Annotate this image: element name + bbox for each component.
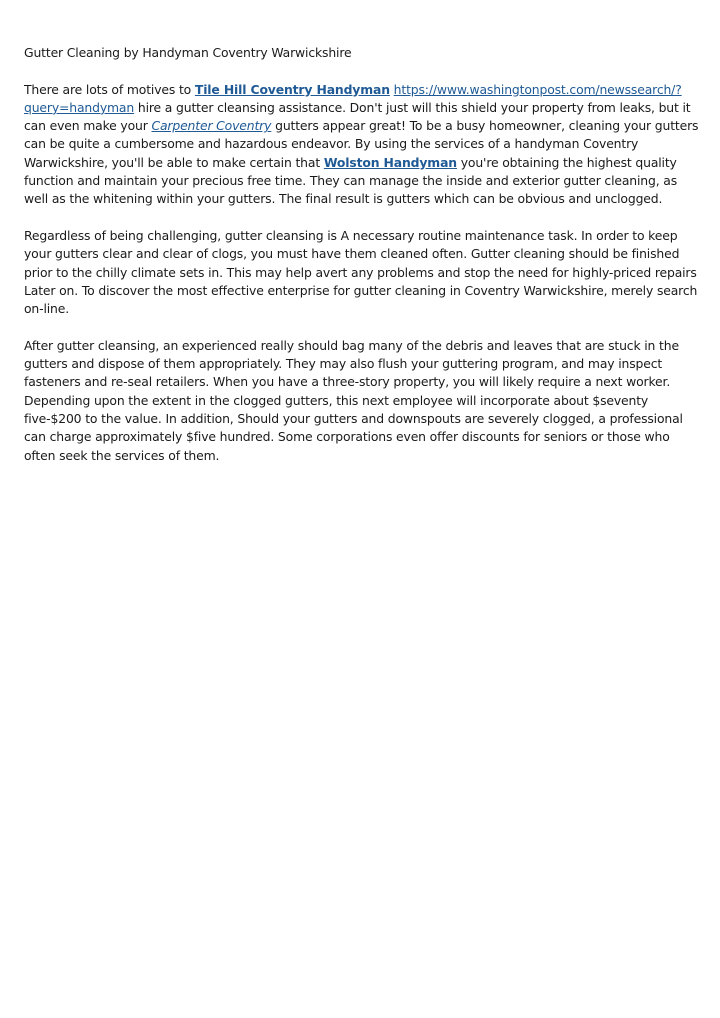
- paragraph-3: After gutter cleansing, an experienced really should bag many of the debris and leaves that are stuck in the gutters and dispose of them appropriately. They may also flush your guttering program, and may inspect fasteners and re-seal retailers. When you have a three-story property, you will likely require a next worker. Depending upon the extent in the clogged gutters, this next employee will incorporate about $seventy five-$200 to the value. In addition, Should your gutters and downspouts are severely clogged, a professional can charge approximately $five hundred. Some corporations even offer discounts for seniors or those who often seek the services of them.: [24, 337, 683, 463]
- paragraph-2: Regardless of being challenging, gutter cleansing is A necessary routine maintenance task. In order to keep your gutters clear and clear of clogs, you must have them cleaned often. Gutter cleaning should be finished prior to the chilly climate sets in. This may help avert any problems and stop the need for highly-priced repairs Later on. To discover the most effective enterprise for gutter cleaning in Coventry Warwickshire, merely search on-line.: [24, 227, 698, 317]
- paragraph-1-text-5: you're obtaining the highest quality function and maintain your precious free time. They can manage the inside and exterior gutter cleaning, as well as the whitening within your gutters. The final result is gutters which can be obvious and unclogged.: [24, 154, 678, 207]
- paragraph-1-text-4: gutters appear great! To be a busy homeowner, cleaning your gutters can be quite a cumbersome and hazardous endeavor. By using the services of a handyman Coventry Warwickshire, you'll be able to make certain that: [24, 118, 699, 170]
- paragraph-1-text-3: hire a gutter cleansing assistance. Don't just will this shield your property from leaks, but it can even make your: [24, 99, 691, 134]
- paragraph-1-text-1: There are lots of motives to: [24, 81, 195, 97]
- link-tile-hill-coventry-handyman[interactable]: Tile Hill Coventry Handyman: [194, 81, 390, 97]
- link-carpenter-coventry[interactable]: Carpenter Coventry: [151, 118, 272, 134]
- document-body: [24, 44, 700, 483]
- document-title: Gutter Cleaning by Handyman Coventry Warwickshire: [24, 45, 352, 60]
- link-washingtonpost-search[interactable]: https://www.washingtonpost.com/newssearch/?query=handyman: [24, 81, 682, 115]
- link-wolston-handyman[interactable]: Wolston Handyman: [323, 154, 457, 170]
- paragraph-1: [24, 81, 700, 209]
